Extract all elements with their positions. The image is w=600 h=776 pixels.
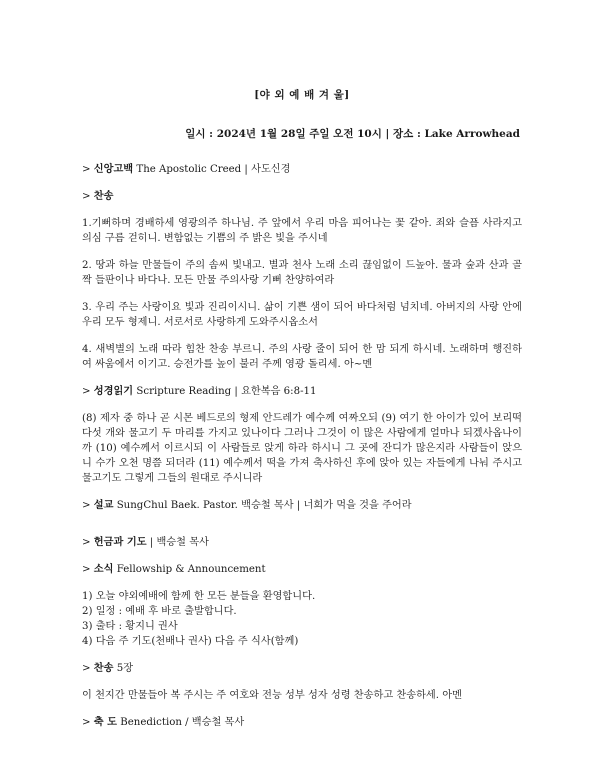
scripture-title: Scripture Reading | 요한복음 6:8-11	[133, 386, 317, 397]
closing-hymn-label: 찬송	[93, 662, 114, 674]
creed-label: 신앙고백	[93, 163, 134, 175]
closing-hymn-prefix: >	[82, 663, 94, 674]
scripture-label: 성경읽기	[93, 385, 134, 397]
closing-hymn-text: 이 천지간 만물들아 복 주시는 주 여호와 전능 성부 성자 성령 찬송하고 찬송하세. 아멘	[82, 690, 462, 701]
list-item: 1) 오늘 야외예배에 함께 한 모든 분들을 환영합니다.	[82, 591, 316, 602]
scripture-heading	[82, 384, 522, 399]
scripture-prefix: >	[82, 386, 94, 397]
sermon-prefix: >	[82, 500, 94, 511]
hymn-verse-1: 1.기뻐하며 경배하세 영광의주 하나님. 주 앞에서 우리 마음 피어나는 꽃 같아. 죄와 슬픔 사라지고 의심 구름 걷히니. 변함없는 기쁨의 주 밝은 빛을 주시네	[82, 218, 522, 244]
list-item: 3) 출타 : 황지니 권사	[82, 621, 178, 632]
scripture-text: (8) 제자 중 하나 곧 시몬 베드로의 형제 안드레가 예수께 여짜오되 (9) 여기 한 아이가 있어 보리떡 다섯 개와 물고기 두 마리를 가지고 있나이다 그러나 그것이 이 많은 사람에게 얼마나 되겠사옵나이까 (10) 예수께서 이르시되 이 사람들로 앉게 하라 하시니 그 곳에 잔디가 많은지라 사람들이 앉으니 수가 오천 명쯤 되더라 (11) 예수께서 떡을 가져 축사하신 후에 앉아 있는 자들에게 나눠 주시고 물고기도 그렇게 그들의 원대로 주시니라	[82, 413, 522, 484]
announcements-title: Fellowship & Announcement	[113, 564, 266, 575]
benediction-prefix: >	[82, 717, 94, 728]
closing-hymn-number: 5장	[113, 663, 134, 674]
hymn-heading	[82, 189, 522, 204]
benediction-label: 축 도	[93, 716, 118, 728]
hymn-verse-2: 2. 땅과 하늘 만물들이 주의 솜씨 빛내고. 별과 천사 노래 소리 끊임없이 드높아. 물과 숲과 산과 골짝 들판이나 바다나. 모든 만물 주의사랑 기뻐 찬양하여라	[82, 260, 522, 286]
announcements-list	[82, 589, 522, 649]
sermon-label: 설교	[93, 499, 114, 511]
offering-prefix: >	[82, 537, 94, 548]
offering-title: | 백승철 목사	[146, 537, 209, 548]
announcements-prefix: >	[82, 564, 94, 575]
offering-heading	[82, 535, 522, 550]
creed-prefix: >	[82, 164, 94, 175]
benediction-heading	[82, 715, 522, 730]
creed-heading	[82, 162, 522, 177]
announcements-heading	[82, 562, 522, 577]
offering-label: 헌금과 기도	[93, 536, 147, 548]
hymn-prefix: >	[82, 191, 94, 202]
sermon-heading	[82, 498, 522, 513]
creed-title: The Apostolic Creed | 사도신경	[133, 164, 291, 175]
benediction-title: Benediction / 백승철 목사	[117, 717, 245, 728]
sermon-title: SungChul Baek. Pastor. 백승철 목사 | 너희가 먹을 것을 주어라	[113, 500, 412, 511]
hymn-verse-4: 4. 새벽별의 노래 따라 힘찬 찬송 부르니. 주의 사랑 줄이 되어 한 맘 되게 하시네. 노래하며 행진하여 싸움에서 이기고. 승전가를 높이 불러 주께 영광 돌리세. 아~멘	[82, 344, 522, 370]
hymn-label: 찬송	[93, 190, 114, 202]
hymn-verse-3: 3. 우리 주는 사랑이요 빛과 진리이시니. 삶이 기쁜 샘이 되어 바다처럼 넘치네. 아버지의 사랑 안에 우리 모두 형제니. 서로서로 사랑하게 도와주시옵소서	[82, 302, 522, 328]
list-item: 2) 일정 : 예배 후 바로 출발합니다.	[82, 606, 237, 617]
list-item: 4) 다음 주 기도(천배나 권사) 다음 주 식사(함께)	[82, 636, 299, 647]
page-title: [야 외 예 배 겨 울]	[254, 89, 350, 101]
service-info: 일시 : 2024년 1월 28일 주일 오전 10시 | 장소 : Lake Arrowhead	[185, 128, 520, 140]
closing-hymn-heading	[82, 661, 522, 676]
announcements-label: 소식	[93, 563, 114, 575]
